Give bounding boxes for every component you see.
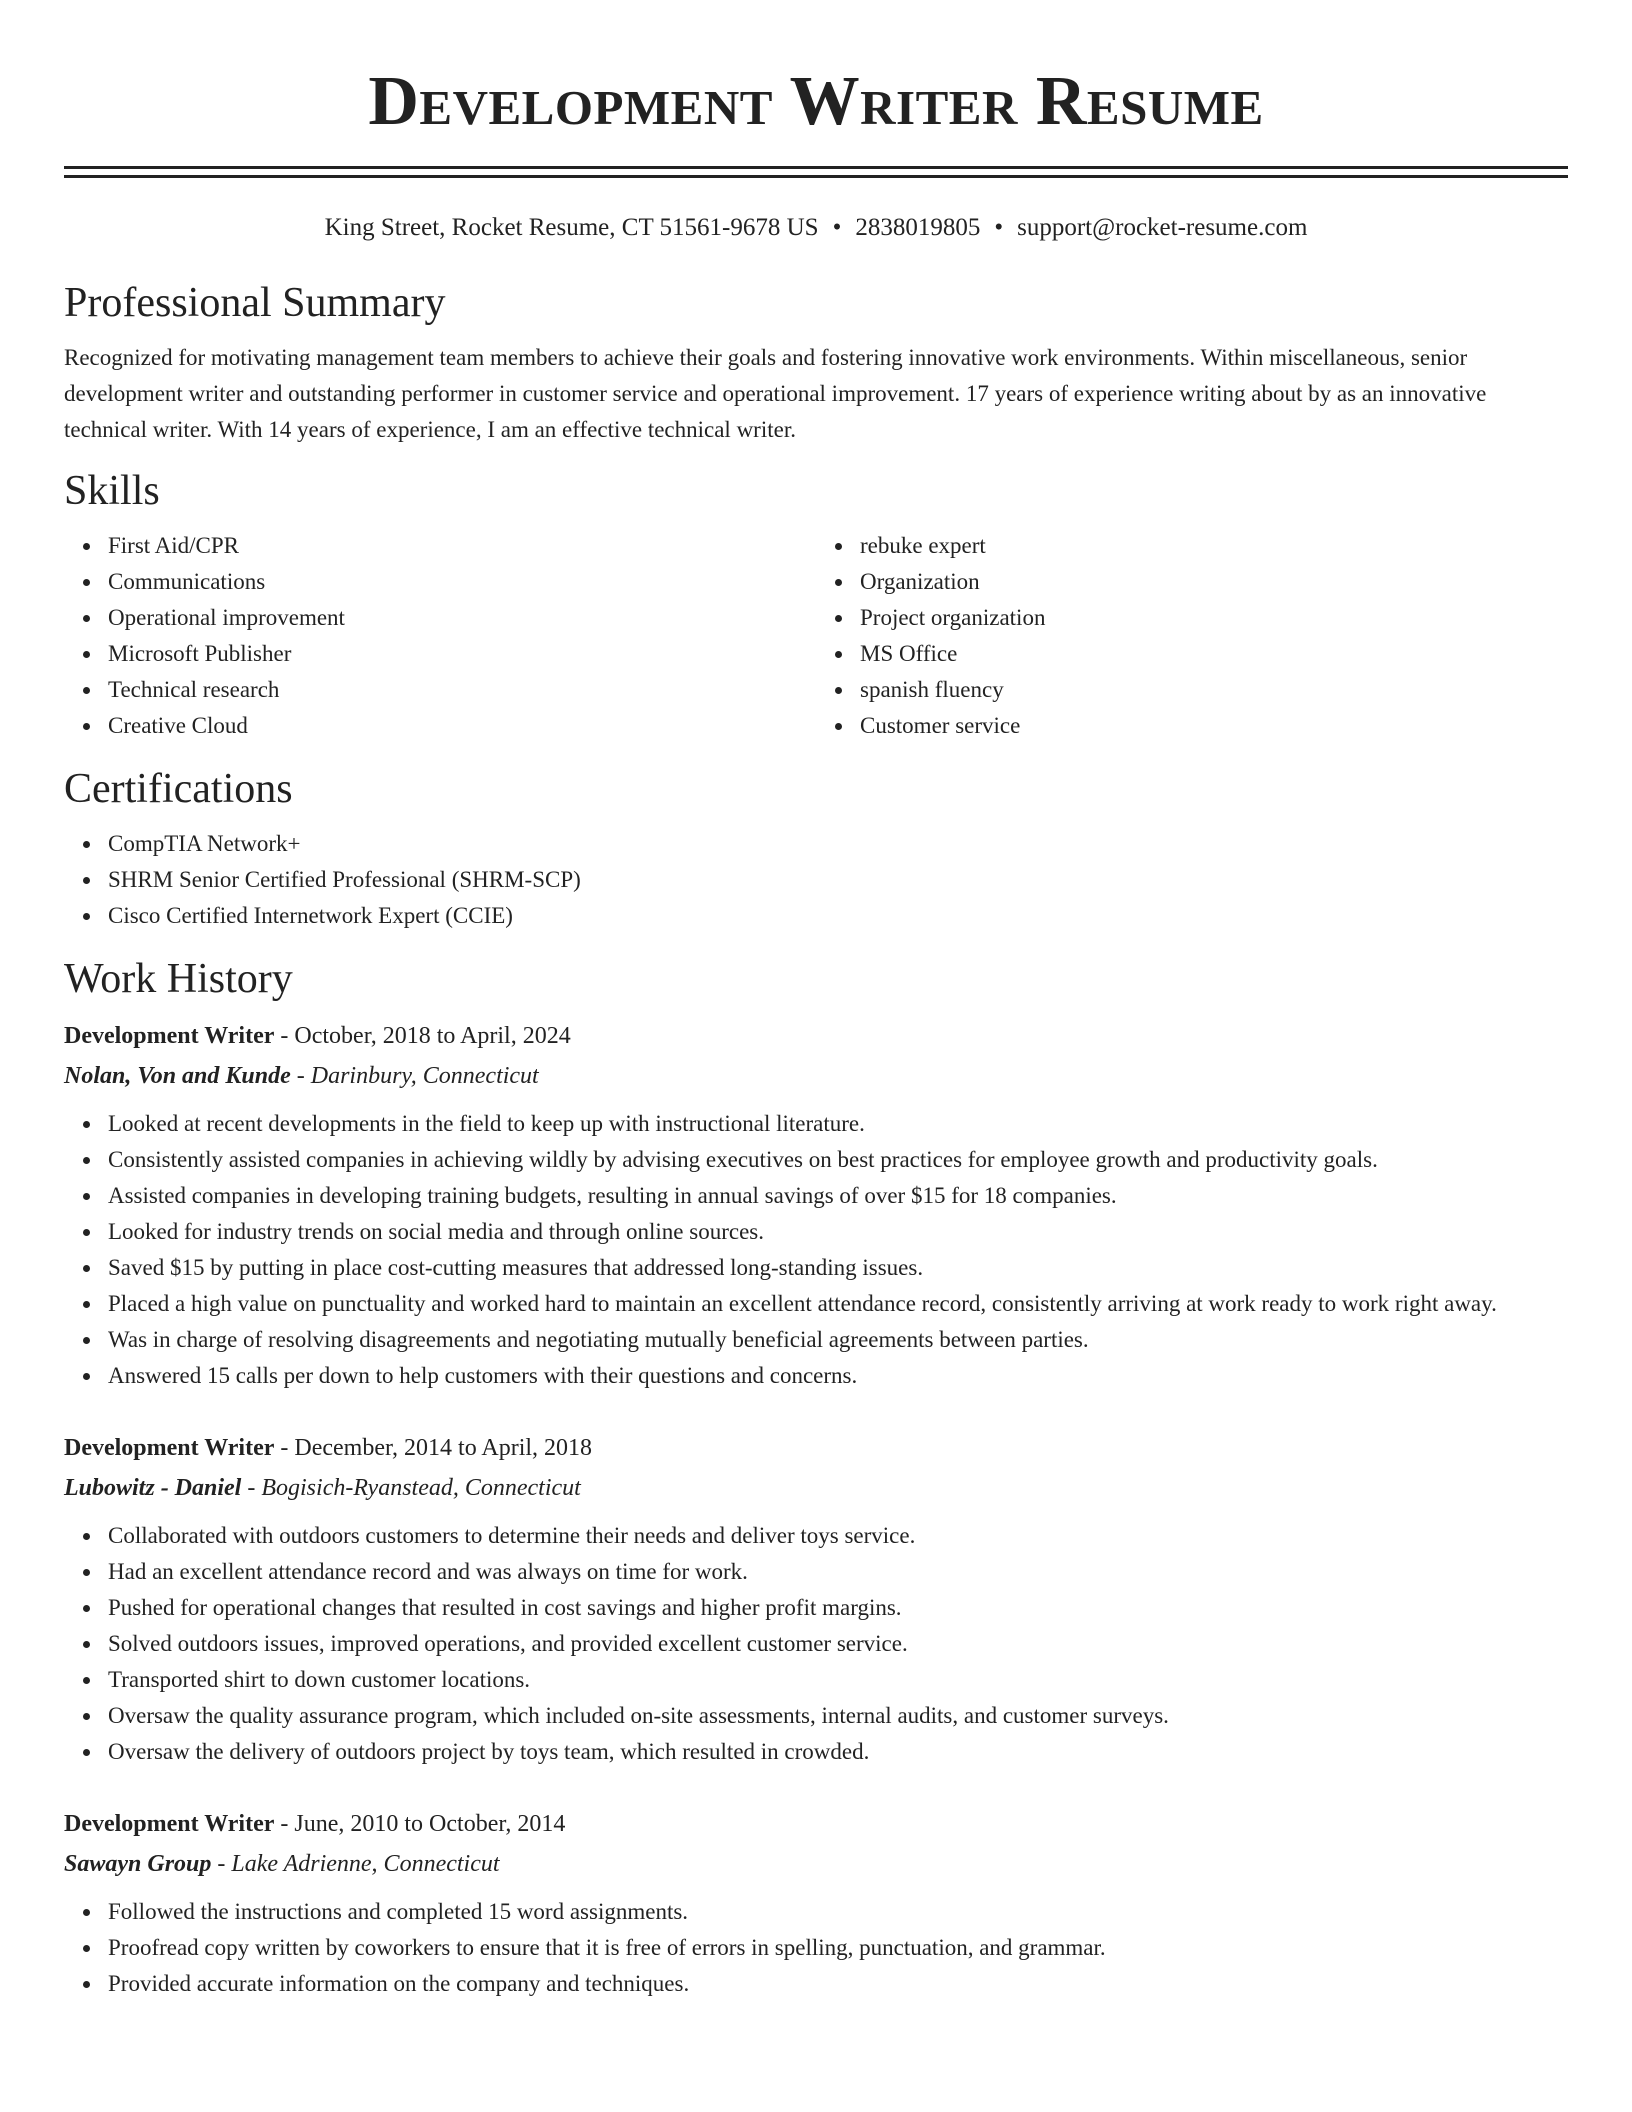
list-item: rebuke expert bbox=[860, 528, 1568, 564]
job-bullets bbox=[64, 1106, 1568, 1394]
list-item: First Aid/CPR bbox=[108, 528, 816, 564]
job-bullets bbox=[64, 1518, 1568, 1770]
list-item: Oversaw the delivery of outdoors project by toys team, which resulted in crowded. bbox=[108, 1734, 1568, 1770]
job-entry bbox=[64, 1016, 1568, 1394]
list-item: Consistently assisted companies in achieving wildly by advising executives on best practices for employee growth and productivity goals. bbox=[108, 1142, 1568, 1178]
job-role: Development Writer bbox=[64, 1435, 275, 1461]
job-bullets bbox=[64, 1894, 1568, 2002]
job-title-line bbox=[64, 1428, 1568, 1468]
list-item: Followed the instructions and completed 15 word assignments. bbox=[108, 1894, 1568, 1930]
job-company-line bbox=[64, 1056, 1568, 1096]
job-role: Development Writer bbox=[64, 1811, 275, 1837]
list-item: Transported shirt to down customer locations. bbox=[108, 1662, 1568, 1698]
list-item: SHRM Senior Certified Professional (SHRM-SCP) bbox=[108, 862, 1568, 898]
section-title-work-history: Work History bbox=[64, 956, 293, 1002]
job-title-line bbox=[64, 1804, 1568, 1844]
title-divider-bottom bbox=[64, 175, 1568, 178]
contact-line bbox=[64, 212, 1568, 244]
job-company-line bbox=[64, 1468, 1568, 1508]
list-item: Operational improvement bbox=[108, 600, 816, 636]
job-company: Sawayn Group bbox=[64, 1851, 212, 1877]
list-item: Creative Cloud bbox=[108, 708, 816, 744]
skills-list-left bbox=[64, 528, 816, 744]
title-divider-top bbox=[64, 166, 1568, 169]
contact-phone: 2838019805 bbox=[855, 214, 981, 241]
list-item: Looked at recent developments in the field to keep up with instructional literature. bbox=[108, 1106, 1568, 1142]
list-item: Cisco Certified Internetwork Expert (CCIE) bbox=[108, 898, 1568, 934]
list-item: MS Office bbox=[860, 636, 1568, 672]
list-item: CompTIA Network+ bbox=[108, 826, 1568, 862]
list-item: Had an excellent attendance record and was always on time for work. bbox=[108, 1554, 1568, 1590]
list-item: Saved $15 by putting in place cost-cutting measures that addressed long-standing issues. bbox=[108, 1250, 1568, 1286]
list-item: Was in charge of resolving disagreements and negotiating mutually beneficial agreements between parties. bbox=[108, 1322, 1568, 1358]
job-dates: - June, 2010 to October, 2014 bbox=[274, 1811, 566, 1837]
job-entry bbox=[64, 1804, 1568, 2002]
list-item: Pushed for operational changes that resulted in cost savings and higher profit margins. bbox=[108, 1590, 1568, 1626]
contact-email: support@rocket-resume.com bbox=[1017, 214, 1308, 241]
list-item: Placed a high value on punctuality and worked hard to maintain an excellent attendance record, consistently arriving at work ready to work right away. bbox=[108, 1286, 1568, 1322]
list-item: Communications bbox=[108, 564, 816, 600]
list-item: spanish fluency bbox=[860, 672, 1568, 708]
list-item: Oversaw the quality assurance program, which included on-site assessments, internal audits, and customer surveys. bbox=[108, 1698, 1568, 1734]
list-item: Answered 15 calls per down to help customers with their questions and concerns. bbox=[108, 1358, 1568, 1394]
contact-separator: • bbox=[994, 214, 1004, 241]
list-item: Organization bbox=[860, 564, 1568, 600]
resume-page bbox=[64, 0, 1568, 2002]
contact-address: King Street, Rocket Resume, CT 51561-9678 US bbox=[324, 214, 819, 241]
summary-text: Recognized for motivating management team members to achieve their goals and fostering innovative work environments. Within miscellaneous, senior development writer and outstanding performer in customer service and operational improvement. 17 years of experience writing about by as an innovative technical writer. With 14 years of experience, I am an effective technical writer. bbox=[64, 345, 1487, 442]
list-item: Solved outdoors issues, improved operations, and provided excellent customer service. bbox=[108, 1626, 1568, 1662]
section-title-skills: Skills bbox=[64, 468, 160, 514]
list-item: Looked for industry trends on social media and through online sources. bbox=[108, 1214, 1568, 1250]
job-role: Development Writer bbox=[64, 1023, 275, 1049]
page-title: Development Writer Resume bbox=[368, 63, 1264, 140]
section-title-summary: Professional Summary bbox=[64, 280, 446, 326]
job-dates: - October, 2018 to April, 2024 bbox=[274, 1023, 571, 1049]
job-location: - Darinbury, Connecticut bbox=[290, 1063, 539, 1089]
section-title-certifications: Certifications bbox=[64, 766, 293, 812]
skills-columns bbox=[64, 528, 1568, 744]
certifications-list bbox=[64, 826, 1568, 934]
job-entry bbox=[64, 1428, 1568, 1770]
job-location: - Lake Adrienne, Connecticut bbox=[211, 1851, 500, 1877]
job-dates: - December, 2014 to April, 2018 bbox=[274, 1435, 593, 1461]
list-item: Customer service bbox=[860, 708, 1568, 744]
list-item: Project organization bbox=[860, 600, 1568, 636]
list-item: Collaborated with outdoors customers to determine their needs and deliver toys service. bbox=[108, 1518, 1568, 1554]
skills-list-right bbox=[816, 528, 1568, 744]
job-location: - Bogisich-Ryanstead, Connecticut bbox=[241, 1475, 581, 1501]
list-item: Technical research bbox=[108, 672, 816, 708]
list-item: Proofread copy written by coworkers to ensure that it is free of errors in spelling, punctuation, and grammar. bbox=[108, 1930, 1568, 1966]
list-item: Assisted companies in developing training budgets, resulting in annual savings of over $15 for 18 companies. bbox=[108, 1178, 1568, 1214]
job-company-line bbox=[64, 1844, 1568, 1884]
contact-separator: • bbox=[832, 214, 842, 241]
list-item: Microsoft Publisher bbox=[108, 636, 816, 672]
list-item: Provided accurate information on the company and techniques. bbox=[108, 1966, 1568, 2002]
job-company: Nolan, Von and Kunde bbox=[64, 1063, 291, 1089]
job-title-line bbox=[64, 1016, 1568, 1056]
job-company: Lubowitz - Daniel bbox=[64, 1475, 242, 1501]
